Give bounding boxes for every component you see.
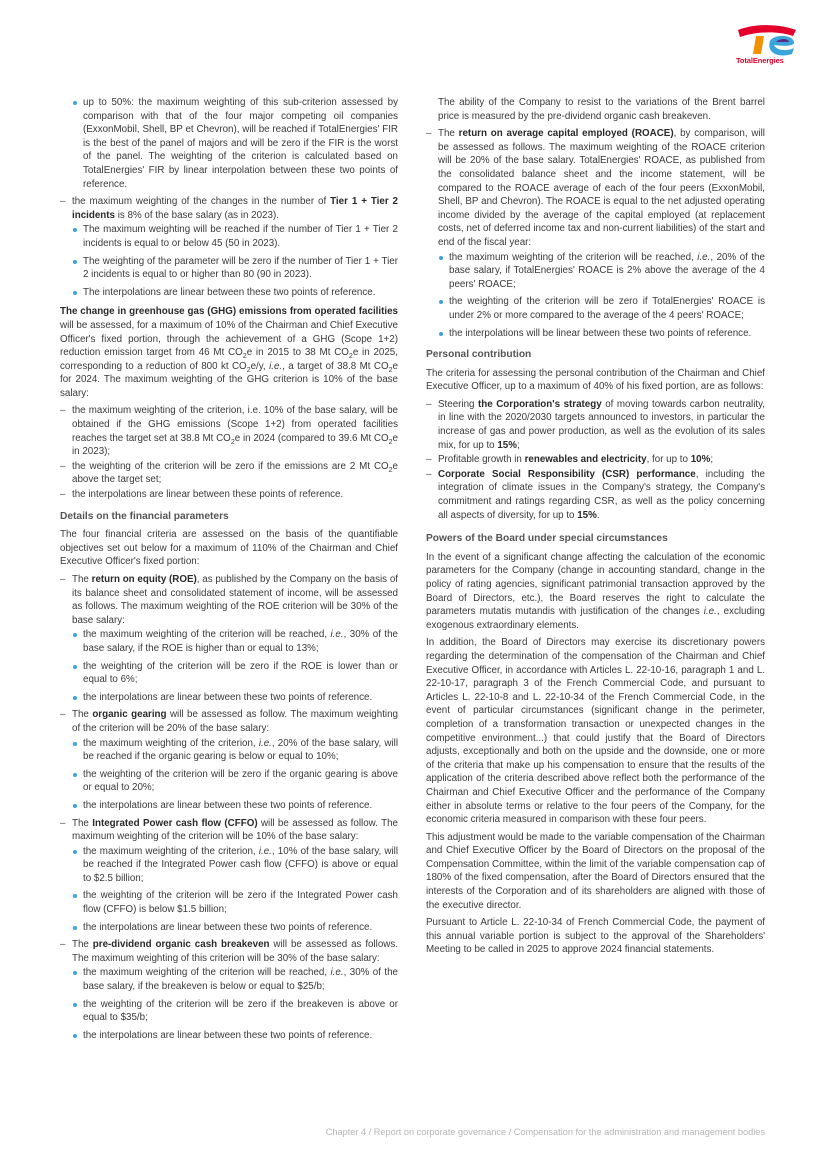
logo-mark-icon: [730, 24, 802, 58]
list-item: – the maximum weighting of the criterion, i.e. 10% of the base salary, will be obtained if the GHG emissions (Scope 1+2) from operated facilities reaches the target set at 38.8 Mt $CO_2e$ in 2024 (compared to 39.6 Mt $CO_2e$ in 2023);: [60, 404, 398, 458]
list-item: the weighting of the criterion will be zero if the ROE is lower than or equal to 6%;: [60, 660, 398, 687]
financial-intro: The four financial criteria are assessed on the basis of the quantifiable objectives set out below for a maximum of 110% of the Chairman and Chief Executive Officer's fixed portion:: [60, 529, 398, 568]
powers-paragraph-3: This adjustment would be made to the variable compensation of the Chairman and Chief Executive Officer by the Board of Directors on the proposal of the Compensation Committee, within the limit of the variable compensation cap of 180% of the fixed compensation, after the Board of Directors ensured that the interests of the Corporation and of its shareholders are aligned with those of the executive director.: [426, 831, 765, 911]
powers-paragraph-4: Pursuant to Article L. 22-10-34 of French Commercial Code, the payment of this annual variable portion is subject to the approval of the Shareholders' Meeting to be called in 2025 to approve 2024 financial statements.: [426, 917, 765, 956]
right-column: [426, 96, 765, 961]
ghg-paragraph: The change in greenhouse gas (GHG) emissions from operated facilities will be assessed, for a maximum of 10% of the Chairman and Chief Executive Officer's fixed portion, through the achievement of a GHG (Scope 1+2) reduction emission target from 46 Mt $CO_2e$ in 2015 to 38 Mt $CO_2e$ in 2025, corresponding to a reduction of 800 kt $CO_2e/y$, i.e., a target of 38.8 Mt $CO_2e$ for 2024. The maximum weighting of the GHG criterion is 10% of the base salary:: [60, 306, 398, 399]
personal-intro: The criteria for assessing the personal contribution of the Chairman and Chief Executive Officer, up to a maximum of 40% of his fixed portion, are as follows:: [426, 367, 765, 393]
list-item: – Profitable growth in renewables and electricity, for up to 10%;: [426, 453, 765, 467]
list-item: The weighting of the parameter will be zero if the number of Tier 1 + Tier 2 incidents is equal to or higher than 80 (90 in 2023).: [60, 255, 398, 282]
list-item: – The return on equity (ROE), as published by the Company on the basis of its balance sheet and consolidated statement of income, will be assessed as follows. The maximum weighting of the ROE criterion will be 30% of the base salary:: [60, 573, 398, 627]
list-item: – The pre-dividend organic cash breakeven will be assessed as follows. The maximum weighting of this criterion will be 30% of the base salary:: [60, 938, 398, 965]
list-item: the interpolations will be linear between these two points of reference.: [426, 327, 765, 341]
list-item: – the interpolations are linear between these points of reference.: [60, 488, 398, 502]
list-item: – The return on average capital employed (ROACE), by comparison, will be assessed as follows. The maximum weighting of the ROACE criterion will be 20% of the base salary. TotalEnergies' ROACE, as published from the consolidated balance sheet and the income statement, will be compared to the ROACE average of each of the four peers (ExxonMobil, Shell, BP and Chevron). The ROACE is equal to the net adjusted operating income divided by the average of the capital employed (at replacement costs, net of deferred income tax and non-current liabilities) of the start and end of the fiscal year:: [426, 127, 765, 249]
powers-paragraph-1: In the event of a significant change affecting the calculation of the economic parameters for the Company (change in accounting standard, change in the policy of rating agencies, significant patrimonial transaction approved by the Board of Directors, etc.), the Board reserves the right to calculate the parameters mutatis mutandis with justification of the changes i.e., excluding exogenous extraordinary elements.: [426, 551, 765, 631]
list-item: – the maximum weighting of the changes in the number of Tier 1 + Tier 2 incidents is 8% of the base salary (as in 2023).: [60, 195, 398, 222]
list-item: the weighting of the criterion will be zero if the Integrated Power cash flow (CFFO) is below $1.5 billion;: [60, 889, 398, 916]
list-item: the interpolations are linear between these two points of reference.: [60, 799, 398, 813]
logo-wordmark: TotalEnergies: [736, 56, 784, 65]
list-item: the maximum weighting of the criterion will be reached, i.e., 20% of the base salary, if TotalEnergies' ROACE is 2% above the average of the 4 peers' ROACE;: [426, 251, 765, 292]
list-item: The interpolations are linear between these two points of reference.: [60, 286, 398, 300]
totalenergies-logo: [730, 24, 802, 68]
list-item: up to 50%: the maximum weighting of this sub-criterion assessed by comparison with that of the four major competing oil companies (ExxonMobil, Shell, BP et Chevron), will be reached if TotalEnergies' FIR is the best of the panel of majors and will be zero if the FIR is the worst of the panel. The weighting of the criterion is calculated based on TotalEnergies' FIR by linear interpolation between these two points of reference.: [60, 96, 398, 191]
list-item: the interpolations are linear between these two points of reference.: [60, 921, 398, 935]
brent-paragraph: The ability of the Company to resist to the variations of the Brent barrel price is measured by the pre-dividend organic cash breakeven.: [438, 97, 765, 122]
section-heading-powers: Powers of the Board under special circumstances: [426, 533, 668, 545]
list-item: the weighting of the criterion will be zero if the breakeven is above or equal to $35/b;: [60, 998, 398, 1025]
page-footer: Chapter 4 / Report on corporate governance / Compensation for the administration and management bodies: [325, 1127, 765, 1137]
list-item: the maximum weighting of the criterion, i.e., 20% of the base salary, will be reached if the organic gearing is below or equal to 10%;: [60, 737, 398, 764]
list-item: the weighting of the criterion will be zero if TotalEnergies' ROACE is under 2% or more compared to the average of the 4 peers' ROACE;: [426, 295, 765, 322]
list-item: – The organic gearing will be assessed as follow. The maximum weighting of the criterion will be 20% of the base salary:: [60, 708, 398, 735]
list-item: the interpolations are linear between these two points of reference.: [60, 1029, 398, 1043]
list-item: – Steering the Corporation's strategy of moving towards carbon neutrality, in line with the 2020/2030 targets announced to investors, in particular the increase of gas and power production, as well as the evolution of its sales mix, for up to 15%;: [426, 398, 765, 452]
section-heading-personal: Personal contribution: [426, 349, 532, 361]
list-item: – Corporate Social Responsibility (CSR) performance, including the integration of climate issues in the Company's strategy, the Company's commitment and ratings regarding CSR, as well as the policy concerning all aspects of diversity, for up to 15%.: [426, 468, 765, 522]
left-column: [60, 96, 398, 1046]
list-item: the weighting of the criterion will be zero if the organic gearing is above or equal to 20%;: [60, 768, 398, 795]
list-item: – the weighting of the criterion will be zero if the emissions are 2 Mt $CO_2e$ above the target set;: [60, 460, 398, 487]
list-item: – The Integrated Power cash flow (CFFO) will be assessed as follow. The maximum weighting of the criterion will be 10% of the base salary:: [60, 817, 398, 844]
list-item: the maximum weighting of the criterion will be reached, i.e., 30% of the base salary, if the breakeven is below or equal to $25/b;: [60, 966, 398, 993]
list-item: the maximum weighting of the criterion, i.e., 10% of the base salary, will be reached if the Integrated Power cash flow (CFFO) is above or equal to $2.5 billion;: [60, 845, 398, 886]
list-item: the maximum weighting of the criterion will be reached, i.e., 30% of the base salary, if the ROE is higher than or equal to 13%;: [60, 628, 398, 655]
list-item: The maximum weighting will be reached if the number of Tier 1 + Tier 2 incidents is equal to or below 45 (50 in 2023).: [60, 223, 398, 250]
section-heading-financial: Details on the financial parameters: [60, 510, 229, 522]
list-item: the interpolations are linear between these two points of reference.: [60, 691, 398, 705]
powers-paragraph-2: In addition, the Board of Directors may exercise its discretionary powers regarding the determination of the compensation of the Chairman and Chief Executive Officer, in accordance with Articles L. 22-10-16, paragraph 1 and L. 22-10-17, paragraph 3 of the French Commercial Code, and pursuant to Articles L. 22-10-8 and L. 22-10-34 of the French Commercial Code, in the event of particular circumstances (significant change in the perimeter, completion of a transformation transaction or unexpected changes in the competitive environment...) that could justify that the Board of Directors adjusts, exceptionally and both on the upside and the downside, one or more of the criteria that make up his compensation to ensure that the results of the application of the criteria described above reflect both the performance of the Chairman and Chief Executive Officer and the performance of the Company either in absolute terms or relative to the four peers of the Company, for the economic criteria measured in comparison with these four peers.: [426, 637, 765, 826]
